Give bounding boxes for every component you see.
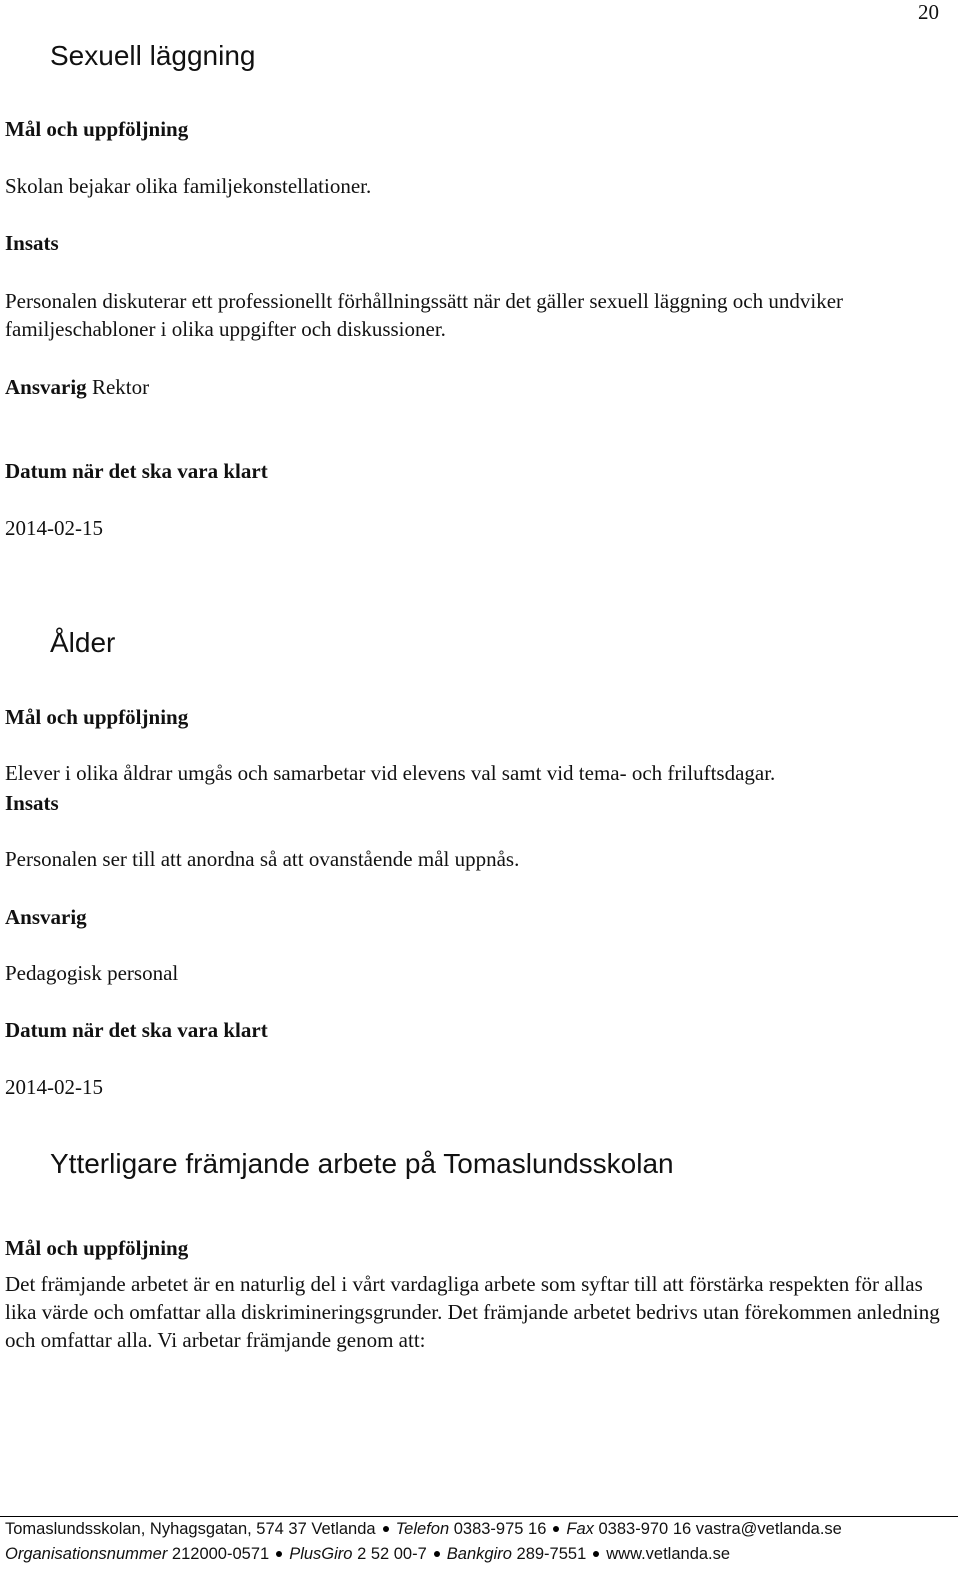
date-value: 2014-02-15 — [5, 1075, 103, 1099]
page-number: 20 — [918, 0, 939, 24]
responsible-line — [5, 375, 149, 400]
footer-line-2 — [5, 1545, 730, 1564]
footer-org: 212000-0571 — [171, 1545, 270, 1563]
goal-label: Mål och uppföljning — [5, 117, 189, 141]
action-label: Insats — [5, 791, 59, 815]
bullet-icon — [383, 1526, 389, 1532]
footer-website: www.vetlanda.se — [606, 1545, 731, 1563]
footer-bankgiro: 289-7551 — [516, 1545, 587, 1563]
footer-plusgiro: 2 52 00-7 — [357, 1545, 427, 1563]
goal-label: Mål och uppföljning — [5, 705, 189, 729]
footer-line-1 — [5, 1520, 842, 1539]
goal-text: Det främjande arbetet är en naturlig del i vårt vardagliga arbete som syftar till att förstärka respekten för allas lika värde och omfattar alla diskrimineringsgrunder. Det främjande arbetet bedrivs utan förekommen anledning och omfattar alla. Vi arbetar främjande genom att: — [5, 1272, 940, 1352]
action-label: Insats — [5, 231, 59, 255]
goal-text: Skolan bejakar olika familjekonstellationer. — [5, 174, 372, 198]
footer-phone: 0383-975 16 — [453, 1520, 547, 1538]
goal-label: Mål och uppföljning — [5, 1236, 189, 1260]
date-label: Datum när det ska vara klart — [5, 1018, 268, 1042]
responsible-label: Ansvarig — [5, 375, 87, 399]
action-text: Personalen ser till att anordna så att ovanstående mål uppnås. — [5, 847, 520, 871]
responsible-label: Ansvarig — [5, 905, 87, 929]
section-heading-further-promotion: Ytterligare främjande arbete på Tomaslundsskolan — [50, 1148, 674, 1179]
responsible-value: Rektor — [91, 375, 150, 399]
bullet-icon — [434, 1551, 440, 1557]
footer-fax-label: Fax — [566, 1520, 594, 1538]
responsible-value: Pedagogisk personal — [5, 961, 179, 985]
section-heading-age: Ålder — [50, 627, 116, 658]
footer-fax-email: 0383-970 16 vastra@vetlanda.se — [598, 1520, 842, 1538]
section-heading-sexual-orientation: Sexuell läggning — [50, 40, 256, 71]
date-value: 2014-02-15 — [5, 516, 103, 540]
footer-divider — [0, 1516, 958, 1517]
goal-text: Elever i olika åldrar umgås och samarbetar vid elevens val samt vid tema- och friluftsdagar. — [5, 761, 776, 785]
footer-plusgiro-label: PlusGiro — [289, 1545, 353, 1563]
bullet-icon — [593, 1551, 599, 1557]
footer-address: Tomaslundsskolan, Nyhagsgatan, 574 37 Vetlanda — [5, 1520, 376, 1538]
footer-bankgiro-label: Bankgiro — [446, 1545, 512, 1563]
bullet-icon — [276, 1551, 282, 1557]
footer-phone-label: Telefon — [395, 1520, 450, 1538]
footer-org-label: Organisationsnummer — [5, 1545, 168, 1563]
date-label: Datum när det ska vara klart — [5, 459, 268, 483]
action-text: Personalen diskuterar ett professionellt förhållningssätt när det gäller sexuell läggning och undviker familjeschabloner i olika uppgifter och diskussioner. — [5, 289, 844, 341]
bullet-icon — [553, 1526, 559, 1532]
